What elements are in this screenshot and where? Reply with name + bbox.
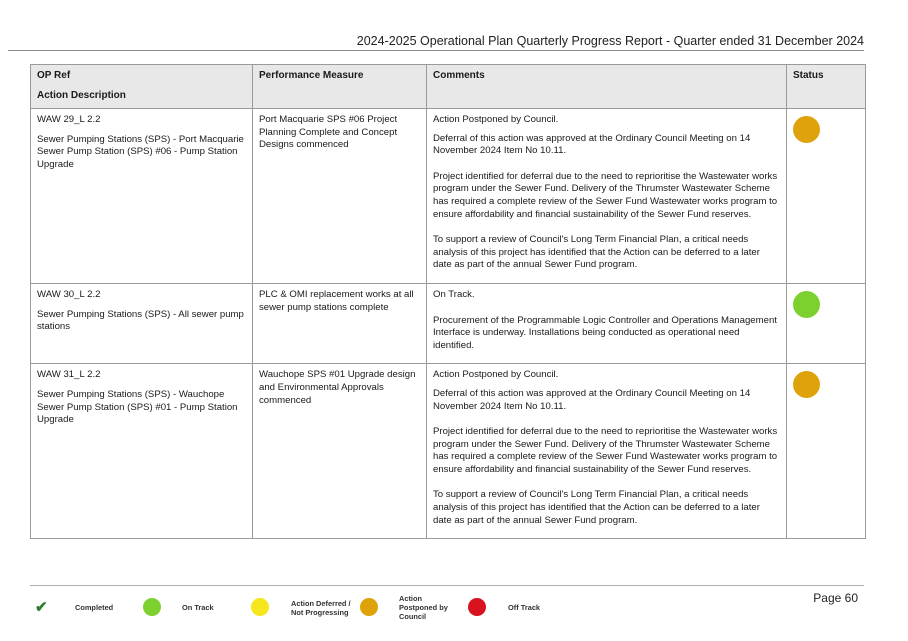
legend-completed-label: Completed bbox=[75, 603, 114, 612]
column-header-op-ref bbox=[31, 65, 253, 109]
status-postponed-icon bbox=[793, 116, 820, 143]
performance-measure-cell: Wauchope SPS #01 Upgrade design and Environmental Approvals commenced bbox=[253, 364, 427, 539]
action-description: Sewer Pumping Stations (SPS) - Wauchope Sewer Pump Station (SPS) #01 - Pump Station Upgrade bbox=[37, 388, 238, 426]
comment-paragraph: To support a review of Council's Long Term Financial Plan, a critical needs analysis of this project has identified that the Action can be deferred to a later date as part of the annual Sewer Fund program. bbox=[433, 234, 760, 271]
legend-postponed-label bbox=[399, 594, 448, 621]
legend-deferred-line: Action Deferred / bbox=[291, 599, 351, 608]
page-number: Page 60 bbox=[813, 591, 858, 605]
status-cell bbox=[787, 364, 866, 539]
checkmark-icon: ✔ bbox=[35, 599, 48, 616]
op-ref-code: WAW 31_L 2.2 bbox=[37, 369, 101, 381]
action-description: Sewer Pumping Stations (SPS) - All sewer pump stations bbox=[37, 308, 244, 333]
comment-paragraph: Deferral of this action was approved at the Ordinary Council Meeting on 14 November 2024 Item No 10.11. bbox=[433, 132, 751, 157]
table-header-row bbox=[31, 65, 866, 109]
header-action-description-label: Action Description bbox=[37, 89, 126, 101]
column-header-status: Status bbox=[787, 65, 866, 109]
column-header-comments: Comments bbox=[427, 65, 787, 109]
comment-paragraph: On Track. bbox=[433, 288, 475, 300]
table-row bbox=[31, 283, 866, 363]
op-ref-cell bbox=[31, 283, 253, 363]
footer-divider bbox=[30, 585, 864, 586]
legend-on-track-label: On Track bbox=[182, 603, 214, 612]
status-cell bbox=[787, 283, 866, 363]
column-header-performance-measure: Performance Measure bbox=[253, 65, 427, 109]
comment-paragraph: Project identified for deferral due to the need to reprioritise the Wastewater works program under the Sewer Fund. Delivery of the Thrumster Wastewater Scheme has required a complete review of the Sewer Fund Wastewater works program to ensure affordability and financial sustainability of the Sewer Fund reserves. bbox=[433, 170, 778, 220]
status-postponed-icon bbox=[793, 371, 820, 398]
comment-paragraph: Action Postponed by Council. bbox=[433, 114, 559, 125]
legend-postponed-line: Action bbox=[399, 594, 422, 603]
header-divider bbox=[8, 50, 864, 51]
table-row bbox=[31, 109, 866, 284]
comment-paragraph: To support a review of Council's Long Term Financial Plan, a critical needs analysis of this project has identified that the Action can be deferred to a later date as part of the annual Sewer Fund program. bbox=[433, 489, 760, 526]
op-ref-cell bbox=[31, 364, 253, 539]
comment-paragraph: Deferral of this action was approved at the Ordinary Council Meeting on 14 November 2024 Item No 10.11. bbox=[433, 387, 751, 412]
amber-circle-icon bbox=[360, 598, 378, 616]
op-ref-code: WAW 30_L 2.2 bbox=[37, 288, 101, 300]
legend-postponed-line: Council bbox=[399, 612, 427, 621]
legend-deferred-label bbox=[291, 599, 351, 617]
comment-paragraph: Action Postponed by Council. bbox=[433, 369, 559, 381]
comment-paragraph: Project identified for deferral due to the need to reprioritise the Wastewater works program under the Sewer Fund. Delivery of the Thrumster Wastewater Scheme has required a complete review of the Sewer Fund Wastewater works program to ensure affordability and financial sustainability of the Sewer Fund reserves. bbox=[433, 426, 778, 475]
yellow-circle-icon bbox=[251, 598, 269, 616]
status-legend bbox=[0, 592, 560, 632]
green-circle-icon bbox=[143, 598, 161, 616]
status-on-track-icon bbox=[793, 291, 820, 318]
table-row bbox=[31, 364, 866, 539]
comments-cell bbox=[427, 109, 787, 284]
status-cell bbox=[787, 109, 866, 284]
legend-off-track-label: Off Track bbox=[508, 603, 541, 612]
op-ref-cell bbox=[31, 109, 253, 284]
report-title: 2024-2025 Operational Plan Quarterly Progress Report - Quarter ended 31 December 2024 bbox=[356, 34, 864, 48]
performance-measure-cell: PLC & OMI replacement works at all sewer pump stations complete bbox=[253, 283, 427, 363]
red-circle-icon bbox=[468, 598, 486, 616]
performance-measure-cell: Port Macquarie SPS #06 Project Planning Complete and Concept Designs commenced bbox=[253, 109, 427, 284]
comment-paragraph: Procurement of the Programmable Logic Controller and Operations Management Interface is underway. Installations being conducted as operational need identified. bbox=[433, 314, 777, 351]
action-description: Sewer Pumping Stations (SPS) - Port Macquarie Sewer Pump Station (SPS) #06 - Pump Station Upgrade bbox=[37, 133, 244, 170]
legend-deferred-line: Not Progressing bbox=[291, 608, 349, 617]
comments-cell bbox=[427, 364, 787, 539]
op-ref-code: WAW 29_L 2.2 bbox=[37, 114, 101, 125]
header-op-ref-label: OP Ref bbox=[37, 70, 71, 81]
comments-cell bbox=[427, 283, 787, 363]
legend-postponed-line: Postponed by bbox=[399, 603, 448, 612]
progress-table bbox=[30, 64, 866, 539]
